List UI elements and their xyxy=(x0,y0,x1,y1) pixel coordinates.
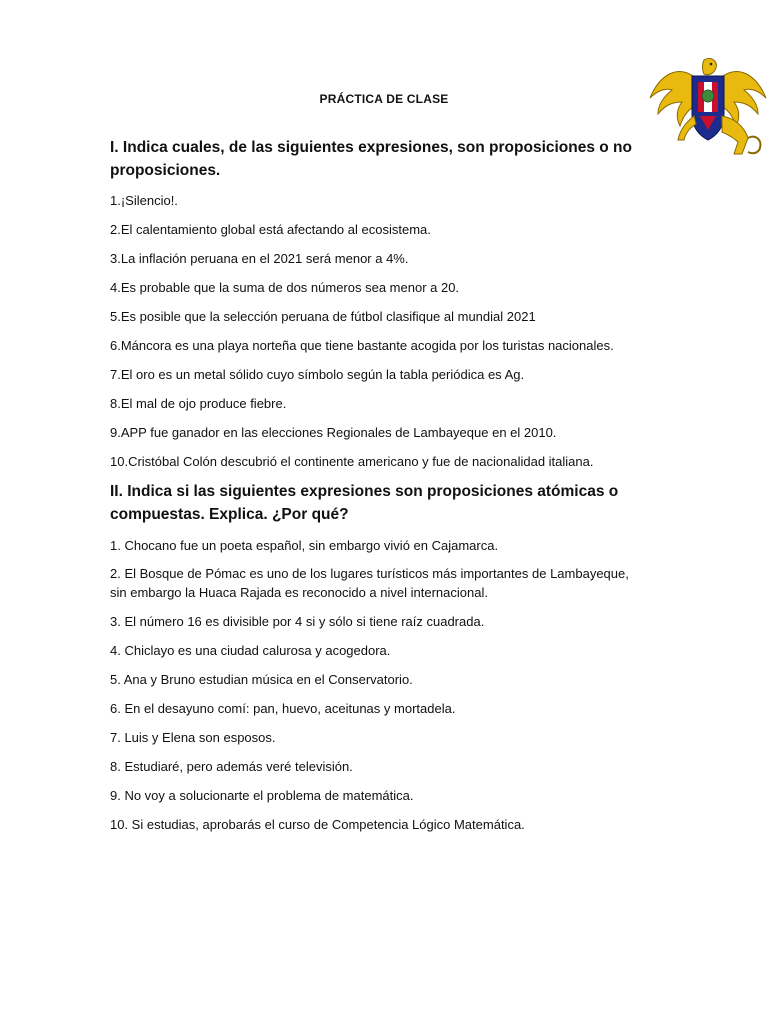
list-item: 10.Cristóbal Colón descubrió el continente americano y fue de nacionalidad italiana. xyxy=(110,454,594,469)
list-item: 2.El calentamiento global está afectando al ecosistema. xyxy=(110,222,431,237)
list-item: 3. El número 16 es divisible por 4 si y sólo si tiene raíz cuadrada. xyxy=(110,614,485,629)
section-1-heading: I. Indica cuales, de las siguientes expresiones, son proposiciones o no proposiciones. xyxy=(110,139,632,179)
list-item: 1. Chocano fue un poeta español, sin embargo vivió en Cajamarca. xyxy=(110,538,499,553)
list-item: 7. Luis y Elena son esposos. xyxy=(110,730,276,745)
list-item: 4.Es probable que la suma de dos números sea menor a 20. xyxy=(110,280,460,295)
list-item: 7.El oro es un metal sólido cuyo símbolo según la tabla periódica es Ag. xyxy=(110,367,525,382)
list-item: 8. Estudiaré, pero además veré televisión. xyxy=(110,759,353,774)
list-item: 6. En el desayuno comí: pan, huevo, aceitunas y mortadela. xyxy=(110,701,456,716)
list-item: 5. Ana y Bruno estudian música en el Conservatorio. xyxy=(110,672,413,687)
list-item: 5.Es posible que la selección peruana de fútbol clasifique al mundial 2021 xyxy=(110,309,536,324)
page-title: PRÁCTICA DE CLASE xyxy=(319,92,449,106)
list-item: 9.APP fue ganador en las elecciones Regionales de Lambayeque en el 2010. xyxy=(110,425,557,440)
list-item: 3.La inflación peruana en el 2021 será menor a 4%. xyxy=(110,251,409,266)
list-item: 4. Chiclayo es una ciudad calurosa y acogedora. xyxy=(110,643,391,658)
list-item: 9. No voy a solucionarte el problema de matemática. xyxy=(110,788,414,803)
list-item: 10. Si estudias, aprobarás el curso de Competencia Lógico Matemática. xyxy=(110,817,525,832)
list-item: 2. El Bosque de Pómac es uno de los lugares turísticos más importantes de Lambayeque, sin embargo la Huaca Rajada es reconocido a nivel internacional. xyxy=(110,566,629,600)
list-item: 1.¡Silencio!. xyxy=(110,193,178,208)
section-2-heading: II. Indica si las siguientes expresiones son proposiciones atómicas o compuestas. Explica. ¿Por qué? xyxy=(110,483,619,523)
list-item: 8.El mal de ojo produce fiebre. xyxy=(110,396,287,411)
list-item: 6.Máncora es una playa norteña que tiene bastante acogida por los turistas nacionales. xyxy=(110,338,614,353)
